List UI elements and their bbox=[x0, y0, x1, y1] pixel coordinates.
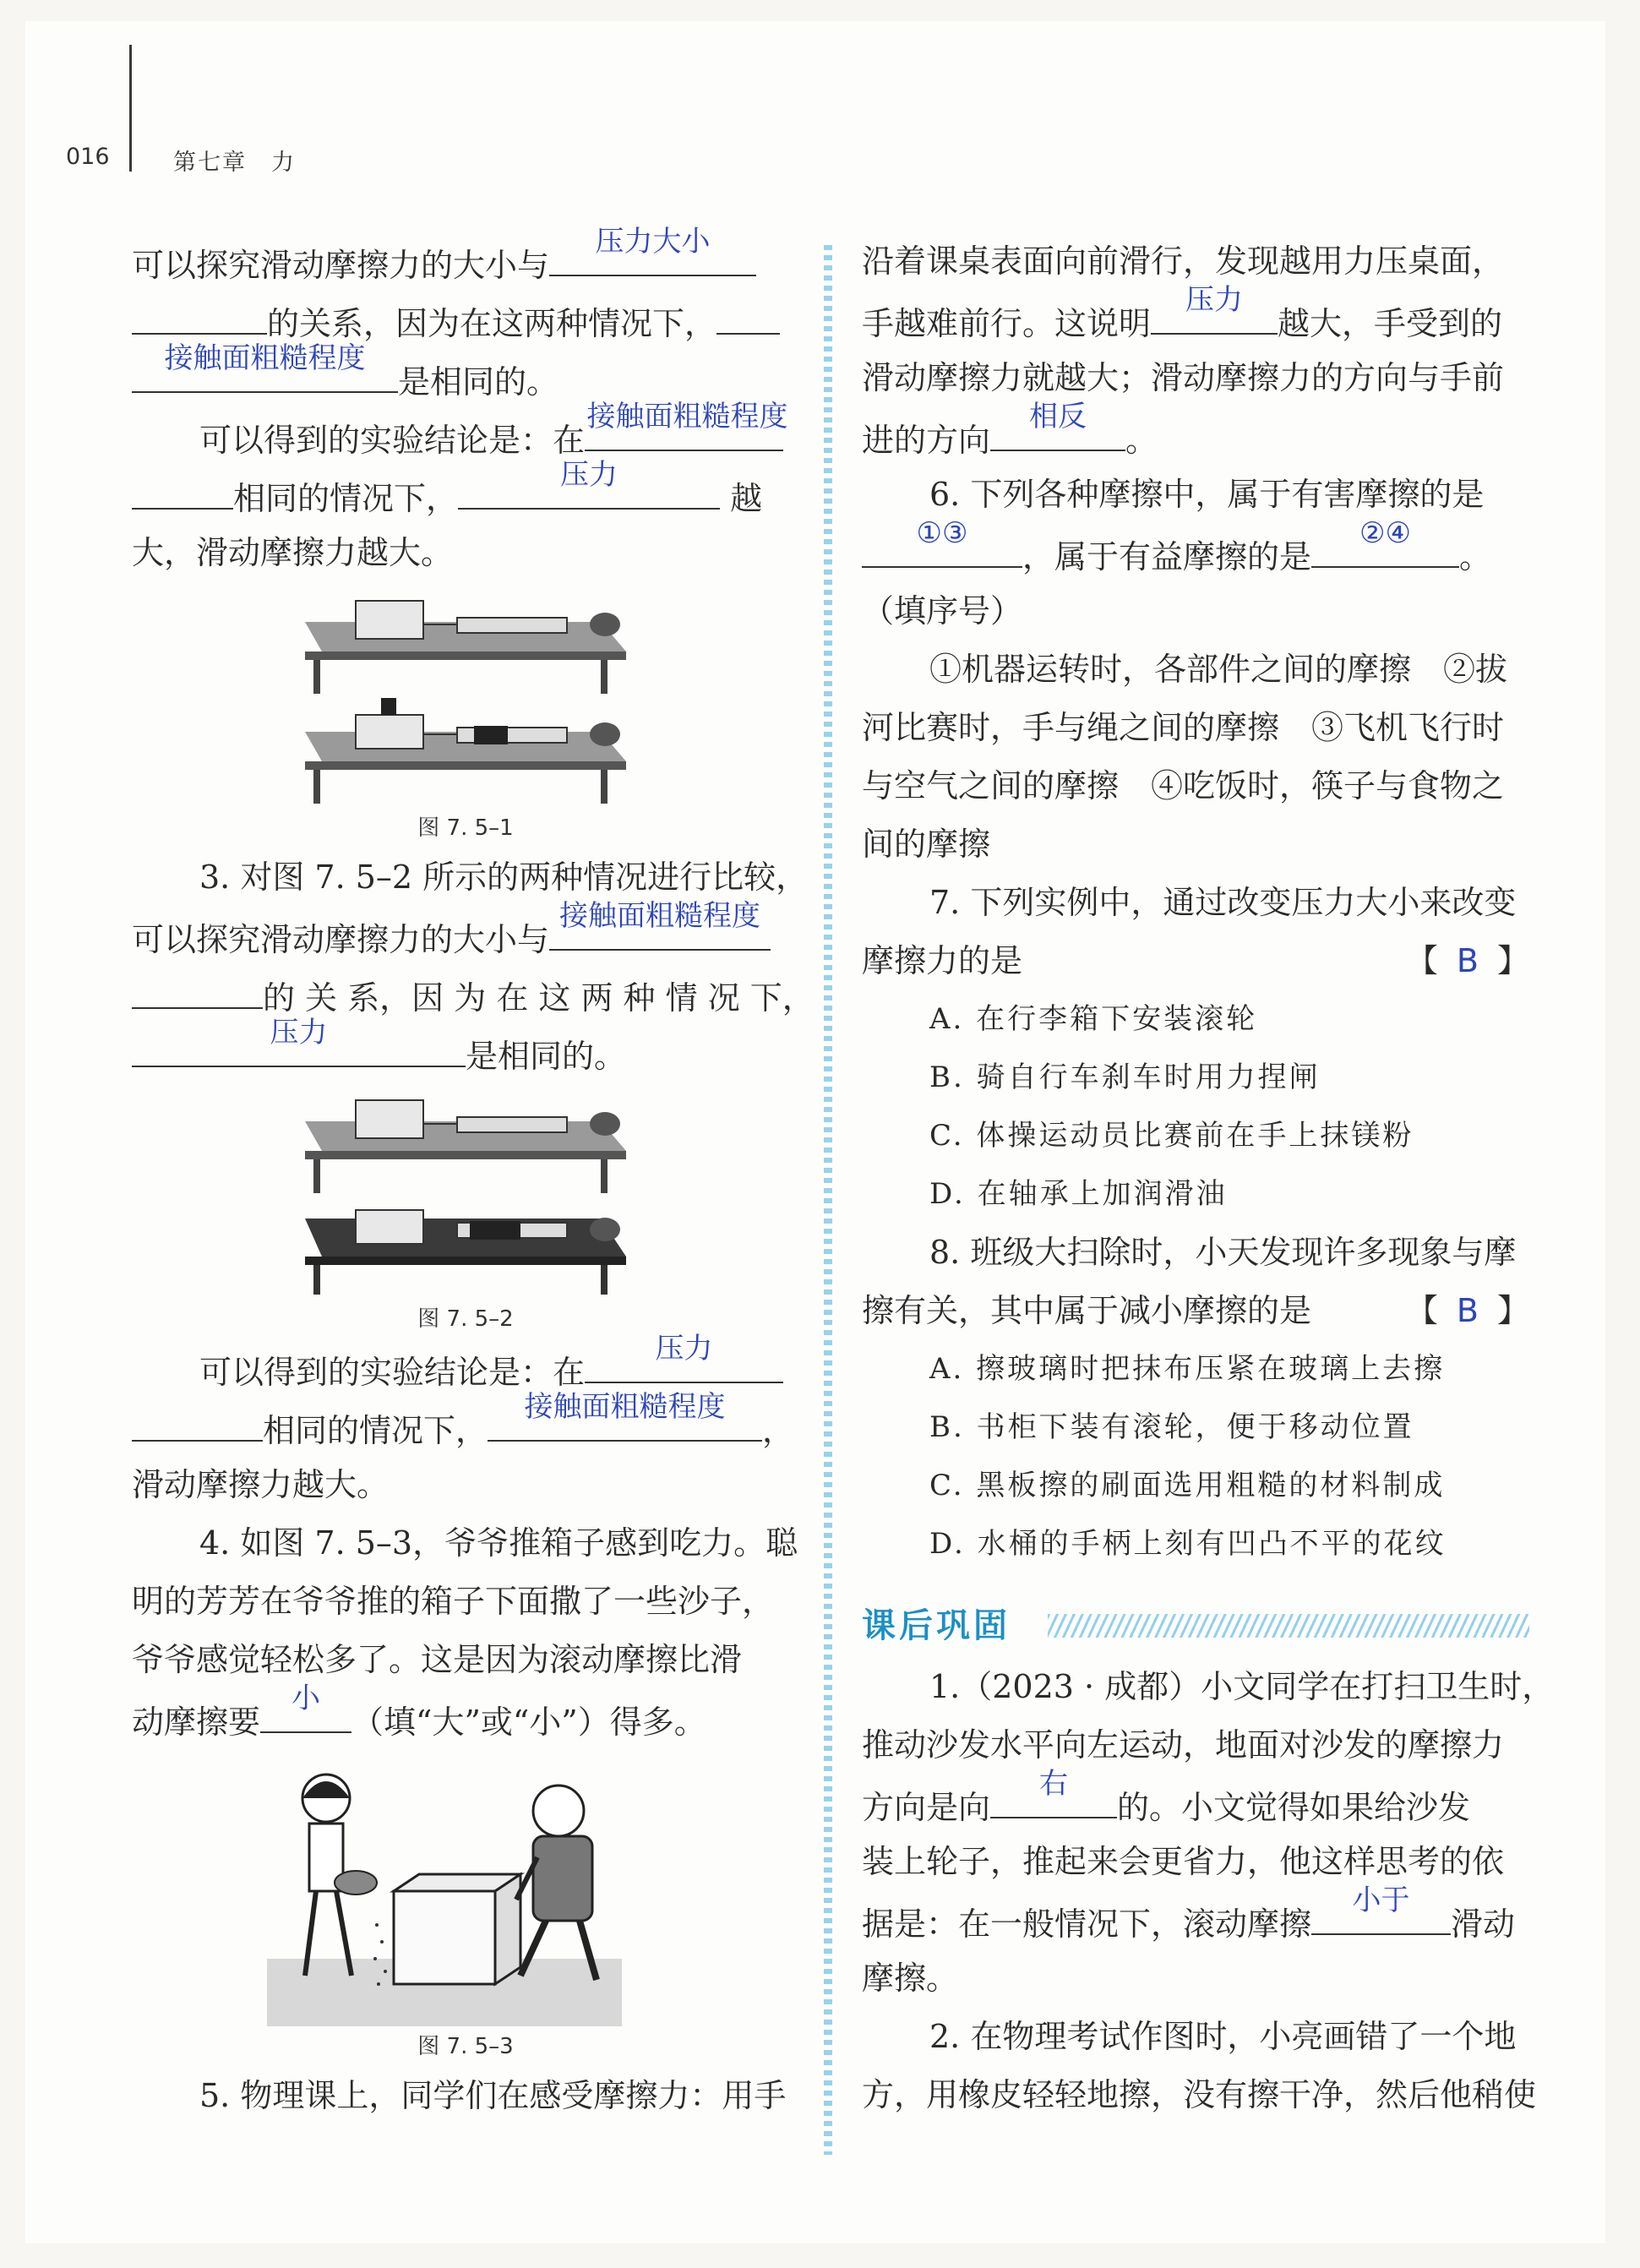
answer-blank bbox=[1151, 283, 1278, 335]
text-line: （填序号） bbox=[862, 592, 1023, 630]
setup-top bbox=[305, 601, 626, 694]
handwritten-answer: ②④ bbox=[1359, 516, 1411, 550]
option-line: B. 书柜下装有滚轮，便于移动位置 bbox=[929, 1410, 1414, 1444]
figure-7-5-2 bbox=[305, 1092, 626, 1299]
handwritten-answer: 接触面粗糙程度 bbox=[586, 400, 788, 433]
answer-blank bbox=[132, 1016, 466, 1067]
option-line: C. 黑板擦的刷面选用粗糙的材料制成 bbox=[929, 1469, 1446, 1502]
answer-blank bbox=[862, 516, 1022, 568]
option-line: C. 体操运动员比赛前在手上抹镁粉 bbox=[929, 1119, 1414, 1153]
handwritten-answer: 压力 bbox=[655, 1332, 713, 1366]
textbook-page bbox=[25, 21, 1605, 2243]
box-illustration bbox=[394, 1874, 520, 1984]
text-line: 8. 班级大扫除时，小天发现许多现象与摩 bbox=[929, 1234, 1517, 1271]
handwritten-answer: 小 bbox=[291, 1682, 321, 1715]
answer-blank bbox=[549, 899, 771, 951]
handwritten-answer: 压力 bbox=[1185, 283, 1244, 317]
text-line: 5. 物理课上，同学们在感受摩擦力：用手 bbox=[199, 2077, 787, 2114]
text-line: 压力 是相同的。 bbox=[132, 1023, 799, 1082]
section-hatch bbox=[1048, 1614, 1529, 1638]
section-title: 课后巩固 bbox=[862, 1606, 1011, 1645]
handwritten-answer: B bbox=[1456, 942, 1479, 979]
text-line: 装上轮子，推起来会更省力，他这样思考的依 bbox=[862, 1843, 1505, 1880]
answer-blank bbox=[260, 1682, 351, 1733]
figure-7-5-1 bbox=[305, 592, 626, 808]
text-line: 爷爷感觉轻松多了。这是因为滚动摩擦比滑 bbox=[132, 1641, 743, 1678]
handwritten-answer: 接触面粗糙程度 bbox=[524, 1390, 726, 1424]
figure-caption: 图 7. 5–3 bbox=[417, 2034, 514, 2059]
text-line: 可以得到的实验结论是：在 压力 bbox=[132, 1339, 799, 1398]
answer-blank bbox=[990, 1767, 1117, 1818]
text-line: 7. 下列实例中，通过改变压力大小来改变 bbox=[929, 884, 1517, 921]
text-line: 可以得到的实验结论是：在 接触面粗糙程度 bbox=[132, 407, 799, 466]
text-line: 与空气之间的摩擦 ④吃饭时，筷子与食物之 bbox=[862, 767, 1505, 804]
page-number: 016 bbox=[66, 144, 110, 170]
option-line: A. 擦玻璃时把抹布压紧在玻璃上去擦 bbox=[929, 1352, 1446, 1386]
text-line: 2. 在物理考试作图时，小亮画错了一个地 bbox=[929, 2018, 1517, 2055]
text-line: 沿着课桌表面向前滑行，发现越用力压桌面， bbox=[862, 243, 1505, 280]
handwritten-answer: 接触面粗糙程度 bbox=[164, 341, 366, 375]
text-line: 大，滑动摩擦力越大。 bbox=[132, 534, 454, 571]
handwritten-answer: 压力 bbox=[560, 458, 618, 492]
text-line: 滑动摩擦力就越大；滑动摩擦力的方向与手前 bbox=[862, 359, 1505, 396]
text-line: 明的芳芳在爷爷推的箱子下面撒了一些沙子， bbox=[132, 1583, 775, 1620]
figure-7-5-3 bbox=[267, 1764, 622, 2026]
text-line: 动摩擦要 小 （填“大”或“小”）得多。 bbox=[132, 1689, 799, 1747]
figure-caption: 图 7. 5–2 bbox=[417, 1306, 514, 1332]
text-line: 间的摩擦 bbox=[862, 826, 991, 863]
handwritten-answer: 小于 bbox=[1352, 1884, 1410, 1917]
text-line: 方，用橡皮轻轻地擦，没有擦干净，然后他稍使 bbox=[862, 2076, 1537, 2113]
left-column bbox=[132, 225, 815, 2125]
girl-illustration bbox=[302, 1775, 377, 1976]
answer-blank bbox=[1311, 516, 1459, 568]
answer-blank bbox=[549, 225, 756, 276]
figure-caption: 图 7. 5–1 bbox=[417, 815, 514, 841]
option-line: B. 骑自行车刹车时用力捏闸 bbox=[929, 1060, 1321, 1094]
text-line: 可以探究滑动摩擦力的大小与 压力大小 bbox=[132, 232, 799, 291]
text-line: 可以探究滑动摩擦力的大小与 接触面粗糙程度 bbox=[132, 907, 799, 965]
setup-bottom bbox=[305, 698, 626, 804]
answer-blank bbox=[458, 458, 720, 510]
text-line: 河比赛时，手与绳之间的摩擦 ③飞机飞行时 bbox=[862, 709, 1505, 746]
setup-smooth bbox=[305, 1100, 626, 1193]
handwritten-answer: B bbox=[1456, 1292, 1479, 1329]
answer-bracket: 【 B 】 bbox=[1405, 1292, 1529, 1329]
answer-bracket: 【 B 】 bbox=[1405, 942, 1529, 979]
header-rule bbox=[129, 45, 132, 172]
handwritten-answer: 相反 bbox=[1029, 400, 1087, 433]
text-line: 1.（2023 · 成都）小文同学在打扫卫生时， bbox=[929, 1668, 1555, 1705]
handwritten-answer: 右 bbox=[1039, 1767, 1069, 1801]
text-line: 擦有关，其中属于减小摩擦的是 【 B 】 bbox=[862, 1282, 1529, 1340]
text-line: ①③ ，属于有益摩擦的是 ②④ 。 bbox=[862, 524, 1529, 582]
option-line: D. 在轴承上加润滑油 bbox=[929, 1177, 1228, 1211]
text-line: 相同的情况下， 接触面粗糙程度 ， bbox=[132, 1398, 799, 1456]
text-line: 方向是向 右 的。小文觉得如果给沙发 bbox=[862, 1775, 1529, 1833]
text-line: 的 关 系，因 为 在 这 两 种 情 况 下， bbox=[132, 965, 799, 1023]
text-line: 推动沙发水平向左运动，地面对沙发的摩擦力 bbox=[862, 1726, 1505, 1764]
answer-blank bbox=[990, 400, 1125, 451]
text-line: 摩擦。 bbox=[862, 1960, 959, 1997]
handwritten-answer: 压力 bbox=[270, 1016, 328, 1049]
text-line: 进的方向 相反 。 bbox=[862, 407, 1529, 466]
text-line: 手越难前行。这说明 压力 越大，手受到的 bbox=[862, 291, 1529, 349]
answer-blank bbox=[585, 400, 788, 451]
text-line: 的关系，因为在这两种情况下， bbox=[132, 291, 799, 349]
text-line: 滑动摩擦力越大。 bbox=[132, 1466, 390, 1503]
answer-blank bbox=[1311, 1884, 1451, 1935]
text-line: 据是：在一般情况下，滚动摩擦 小于 滑动 bbox=[862, 1891, 1529, 1949]
text-line: 摩擦力的是 【 B 】 bbox=[862, 932, 1529, 990]
setup-rough bbox=[305, 1210, 626, 1295]
option-line: D. 水桶的手柄上刻有凹凸不平的花纹 bbox=[929, 1527, 1447, 1561]
handwritten-answer: 压力大小 bbox=[595, 225, 711, 259]
text-line: 4. 如图 7. 5–3，爷爷推箱子感到吃力。聪 bbox=[199, 1524, 798, 1562]
text-line: 相同的情况下， 压力 越 bbox=[132, 466, 799, 524]
chapter-title: 第七章 力 bbox=[173, 150, 296, 176]
text-line: 6. 下列各种摩擦中，属于有害摩擦的是 bbox=[929, 476, 1485, 513]
right-column bbox=[862, 232, 1555, 2124]
handwritten-answer: 接触面粗糙程度 bbox=[559, 899, 761, 933]
column-divider bbox=[824, 245, 832, 2155]
text-line: ①机器运转时，各部件之间的摩擦 ②拔 bbox=[929, 651, 1508, 688]
answer-blank bbox=[585, 1332, 783, 1383]
answer-blank bbox=[488, 1390, 762, 1442]
section-header bbox=[862, 1590, 1529, 1658]
handwritten-answer: ①③ bbox=[916, 516, 968, 550]
option-line: A. 在行李箱下安装滚轮 bbox=[929, 1002, 1258, 1036]
text-line: 接触面粗糙程度 是相同的。 bbox=[132, 349, 799, 407]
text-line: 3. 对图 7. 5–2 所示的两种情况进行比较， bbox=[199, 859, 809, 896]
grandpa-illustration bbox=[516, 1786, 597, 1980]
